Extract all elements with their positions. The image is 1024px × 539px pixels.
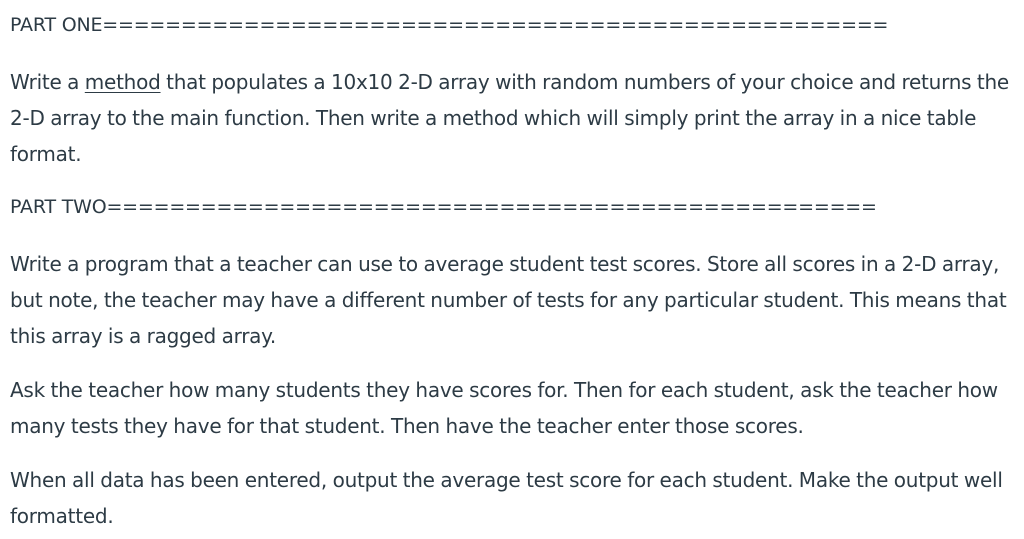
method-link[interactable]: method — [84, 70, 161, 94]
part-one-heading: PART ONE================================================== — [10, 14, 889, 36]
part-one-paragraph — [10, 64, 1014, 172]
part-one-text-start: Write a — [10, 70, 85, 94]
part-two-paragraph-1: Write a program that a teacher can use to average student test scores. Store all scores in a 2-D array, but note, the teacher may have a different number of tests for any particular student. This means that this array is a ragged array. — [10, 252, 1007, 348]
part-two-paragraph-2: Ask the teacher how many students they have scores for. Then for each student, ask the teacher how many tests they have for that student. Then have the teacher enter those scores. — [10, 378, 998, 438]
part-two-heading: PART TWO================================================= — [10, 196, 877, 218]
part-two-paragraph-3: When all data has been entered, output the average test score for each student. Make the output well formatted. — [10, 468, 1003, 528]
part-one-text-end: that populates a 10x10 2-D array with random numbers of your choice and returns the 2-D array to the main function. Then write a method which will simply print the array in a nice table format. — [10, 70, 1009, 166]
